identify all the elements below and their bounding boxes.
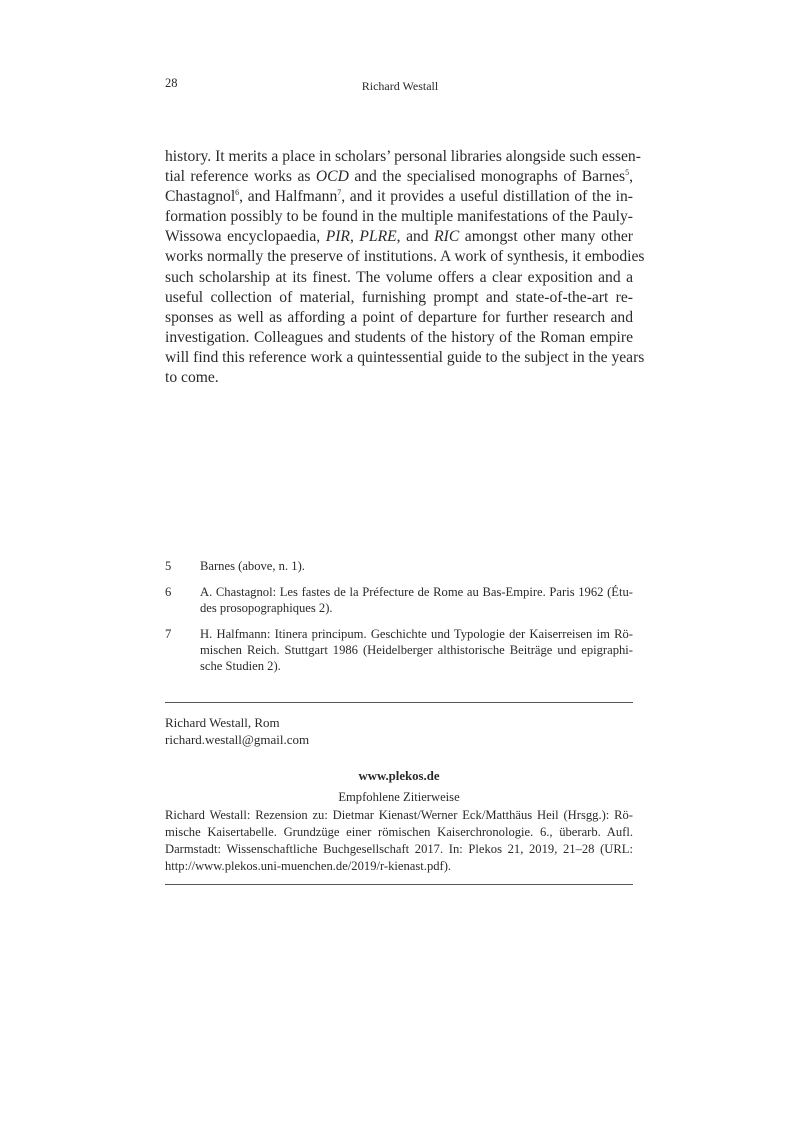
text-line: such scholarship at its finest. The volume offers a clear exposition and a bbox=[165, 268, 633, 286]
footnote-text bbox=[200, 626, 633, 675]
footnote-number: 6 bbox=[165, 585, 172, 599]
text-line: to come. bbox=[165, 369, 219, 387]
footnote-text bbox=[200, 558, 633, 574]
text-line: Richard Westall: Rezension zu: Dietmar Kienast/Werner Eck/Matthäus Heil (Hrsgg.): Rö- bbox=[165, 808, 633, 822]
footnote-ref[interactable]: 7 bbox=[337, 188, 342, 197]
author-name-place: Richard Westall, Rom bbox=[165, 715, 280, 730]
text-line: tial reference works as OCD and the specialised monographs of Barnes$^5$, bbox=[165, 167, 633, 186]
text-line: Barnes (above, n. 1). bbox=[200, 559, 305, 573]
footnote bbox=[165, 558, 633, 574]
text-line: mische Kaisertabelle. Grundzüge einer römischen Kaiserchronologie. 6., überarb. Aufl. bbox=[165, 825, 633, 839]
text-line: Chastagnol$^6$, and Halfmann$^7$, and it provides a useful distillation of the in- bbox=[165, 188, 634, 206]
text-line: sche Studien 2). bbox=[200, 659, 281, 674]
citation-text bbox=[165, 807, 633, 875]
text-line: H. Halfmann: Itinera principum. Geschichte und Typologie der Kaiserreisen im Rö- bbox=[200, 627, 633, 641]
footnote-text bbox=[200, 584, 633, 616]
page-number: 28 bbox=[165, 76, 178, 90]
text-line: will find this reference work a quintessential guide to the subject in the years bbox=[165, 348, 645, 366]
text-line: Wissowa encyclopaedia, PIR, PLRE, and RIC amongst other many other bbox=[165, 228, 633, 246]
divider-bottom bbox=[165, 884, 633, 885]
text-line: Darmstadt: Wissenschaftliche Buchgesellschaft 2017. In: Plekos 21, 2019, 21–28 (URL: bbox=[165, 842, 633, 856]
text-line: formation possibly to be found in the multiple manifestations of the Pauly- bbox=[165, 208, 633, 226]
body-text bbox=[165, 147, 645, 388]
divider-top bbox=[165, 702, 633, 703]
text-line: mischen Reich. Stuttgart 1986 (Heidelberger althistorische Beiträge und epigraphi- bbox=[200, 643, 633, 658]
text-line: investigation. Colleagues and students of the history of the Roman empire bbox=[165, 328, 633, 346]
author-address bbox=[165, 714, 309, 748]
footnote bbox=[165, 584, 633, 616]
author-email[interactable]: richard.westall@gmail.com bbox=[165, 732, 310, 747]
footnote-ref[interactable]: 6 bbox=[235, 188, 240, 197]
site-link[interactable]: www.plekos.de bbox=[358, 769, 440, 783]
text-line: useful collection of material, furnishing prompt and state-of-the-art re- bbox=[165, 288, 633, 306]
text-line: history. It merits a place in scholars’ personal libraries alongside such essen- bbox=[165, 148, 641, 165]
footnote-number: 5 bbox=[165, 559, 172, 573]
text-line: works normally the preserve of institutions. A work of synthesis, it embodies bbox=[165, 248, 645, 266]
text-line: sponses as well as affording a point of departure for further research and bbox=[165, 308, 633, 326]
footnote-number: 7 bbox=[165, 627, 172, 641]
text-line: http://www.plekos.uni-muenchen.de/2019/r-kienast.pdf). bbox=[165, 859, 452, 873]
footnote bbox=[165, 626, 633, 675]
text-line: A. Chastagnol: Les fastes de la Préfecture de Rome au Bas-Empire. Paris 1962 (Étu- bbox=[200, 585, 633, 599]
citation-heading: Empfohlene Zitierweise bbox=[338, 790, 460, 804]
text-line: des prosopographiques 2). bbox=[200, 601, 333, 616]
running-head: Richard Westall bbox=[361, 79, 439, 93]
footnote-ref[interactable]: 5 bbox=[625, 167, 630, 177]
